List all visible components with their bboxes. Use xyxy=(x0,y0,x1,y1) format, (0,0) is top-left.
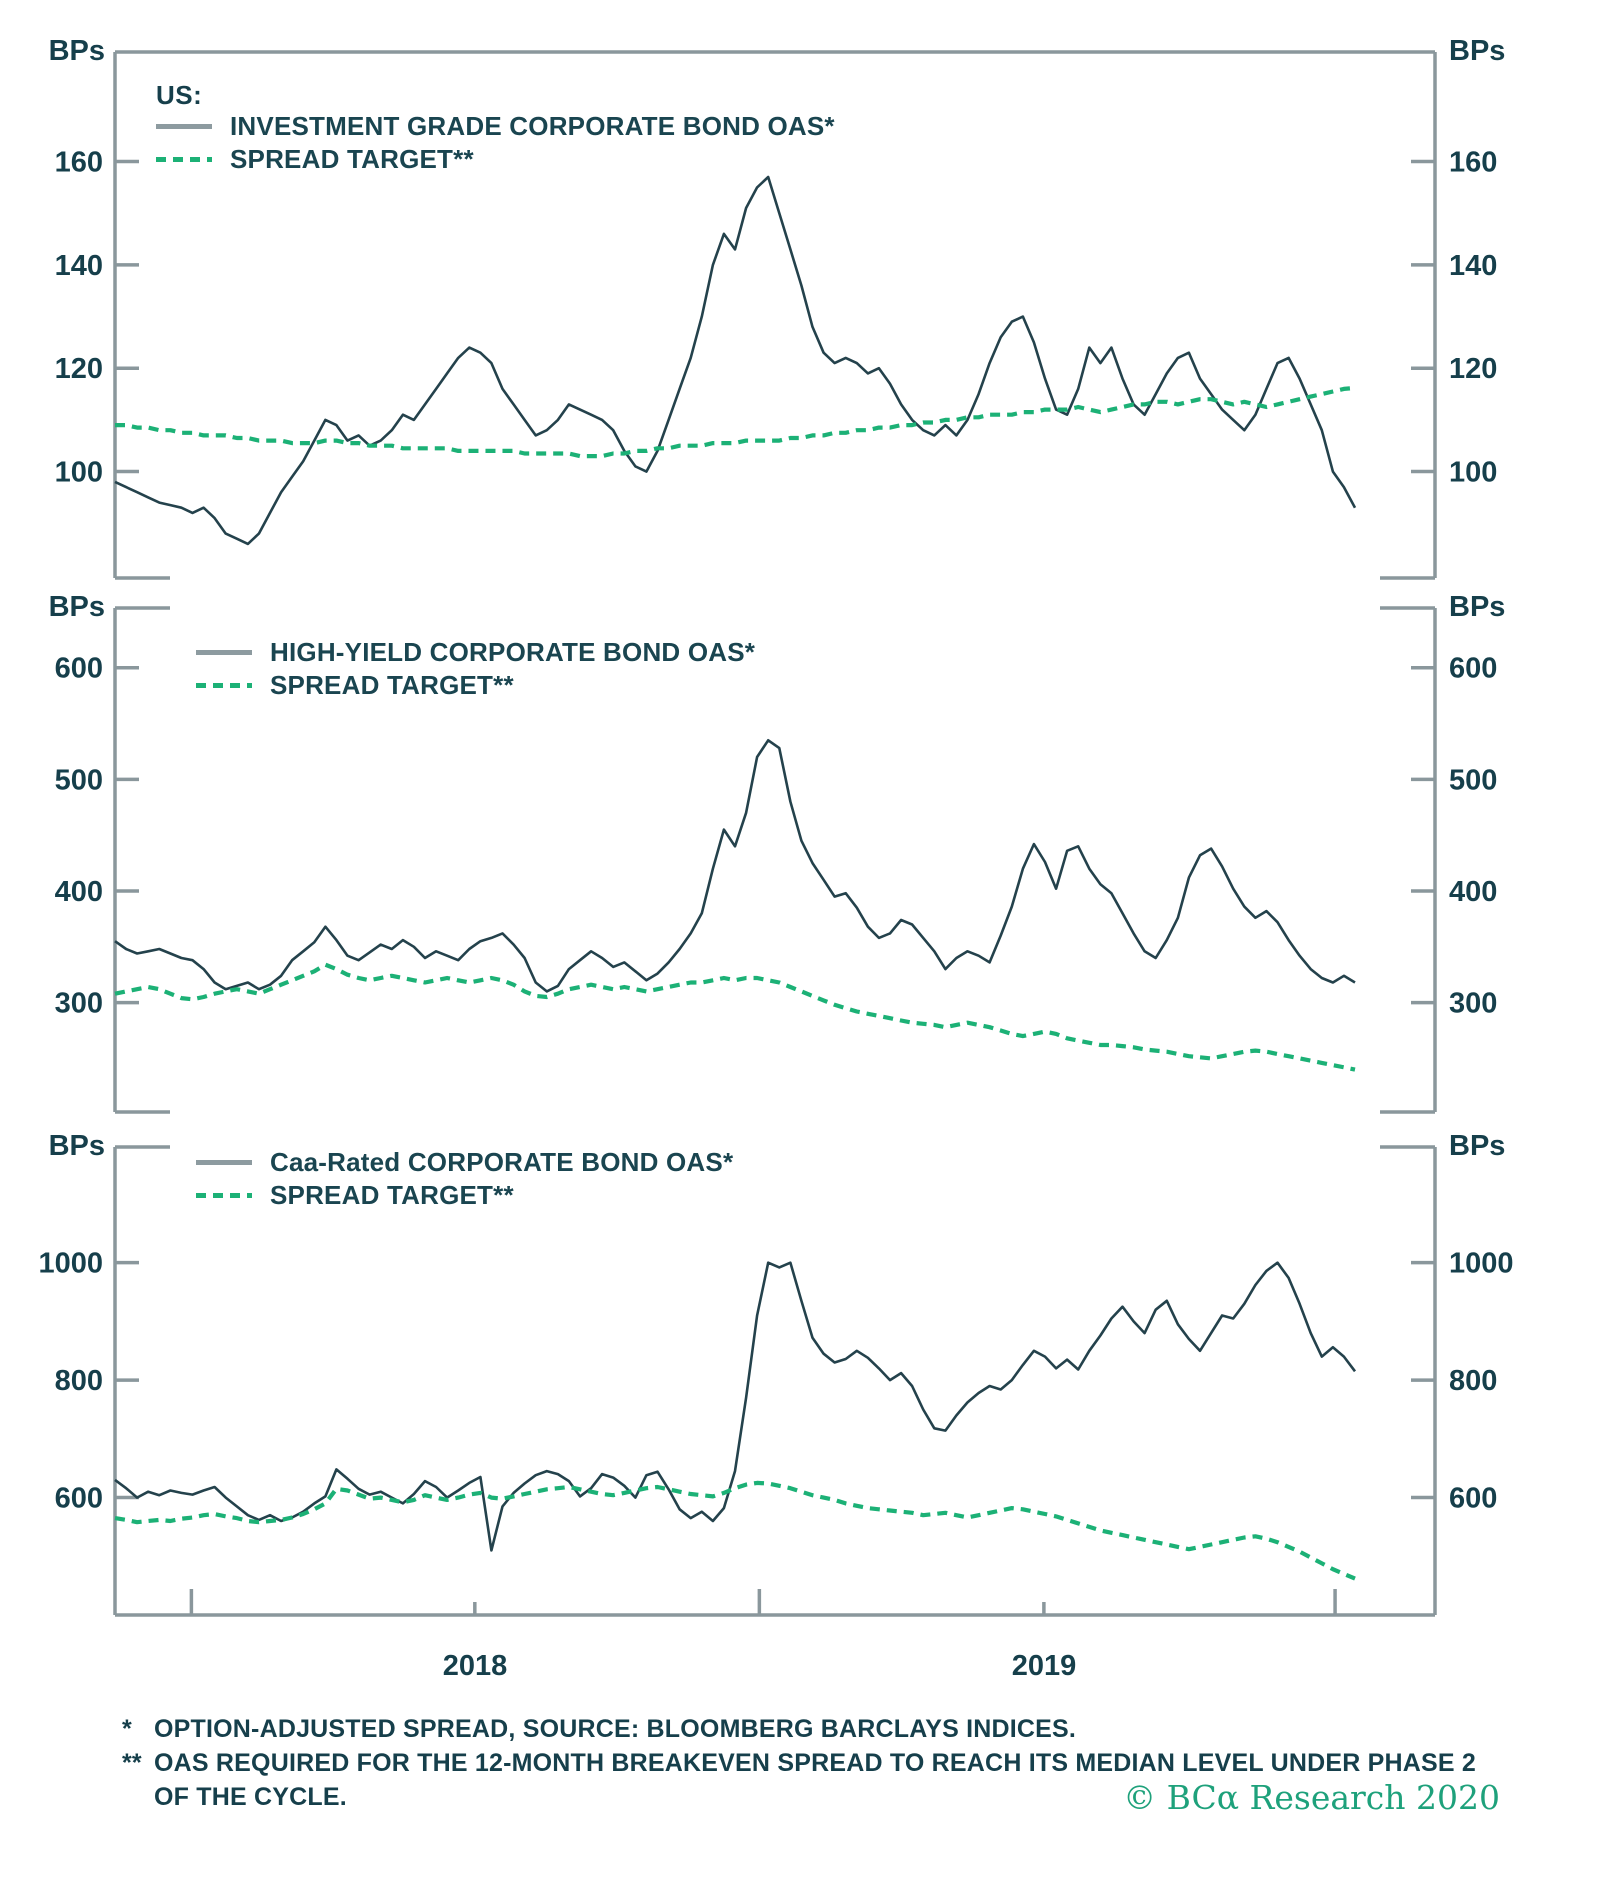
y-tick-label: 600 xyxy=(54,652,103,685)
footnote-1 xyxy=(122,1712,1552,1746)
footnote-2-marker: ** xyxy=(122,1749,142,1777)
legend-row-oas xyxy=(196,636,755,669)
dashed-line-swatch xyxy=(196,1193,252,1198)
y-tick-label: 140 xyxy=(1449,249,1498,282)
dashed-line-swatch xyxy=(156,157,212,162)
footnote-1-text: OPTION-ADJUSTED SPREAD, SOURCE: BLOOMBERG BARCLAYS INDICES. xyxy=(154,1715,1077,1743)
y-tick-label: 600 xyxy=(54,1482,103,1515)
x-axis-year-label-2018: 2018 xyxy=(442,1650,508,1682)
legend-row-target xyxy=(196,1179,733,1212)
y-tick-label: 1000 xyxy=(1449,1247,1514,1280)
legend-label-target: SPREAD TARGET** xyxy=(270,1180,514,1210)
y-tick-label: 300 xyxy=(54,987,103,1020)
footnote-2-line2: OF THE CYCLE. xyxy=(154,1783,347,1811)
y-tick-label: 120 xyxy=(1449,353,1498,386)
legend-label-target: SPREAD TARGET** xyxy=(270,670,514,700)
legend-row-oas xyxy=(156,110,835,143)
y-tick-label: 400 xyxy=(54,875,103,908)
y-axis-unit-left: BPs xyxy=(48,35,105,67)
y-tick-label: 160 xyxy=(54,146,103,179)
y-tick-label: 400 xyxy=(1449,875,1498,908)
spread-target-line xyxy=(115,1483,1355,1579)
legend-label-oas: Caa-Rated CORPORATE BOND OAS* xyxy=(270,1147,734,1177)
x-axis-year-label-2019: 2019 xyxy=(1011,1650,1077,1682)
y-tick-label: 500 xyxy=(1449,764,1498,797)
legend-caa-rated xyxy=(196,1146,733,1212)
y-tick-label: 100 xyxy=(54,456,103,489)
y-tick-label: 1000 xyxy=(38,1247,103,1280)
legend-investment-grade xyxy=(156,80,835,176)
footnote-2-line1: OAS REQUIRED FOR THE 12-MONTH BREAKEVEN SPREAD TO REACH ITS MEDIAN LEVEL UNDER PHASE 2 xyxy=(154,1749,1476,1777)
y-tick-label: 100 xyxy=(1449,456,1498,489)
y-tick-label: 600 xyxy=(1449,652,1498,685)
y-tick-label: 160 xyxy=(1449,146,1498,179)
oas-line xyxy=(115,1263,1355,1551)
legend-group-label: US: xyxy=(156,80,203,110)
oas-line xyxy=(115,740,1355,991)
y-tick-label: 300 xyxy=(1449,987,1498,1020)
legend-row-oas xyxy=(196,1146,733,1179)
y-tick-label: 800 xyxy=(1449,1365,1498,1398)
solid-line-swatch xyxy=(196,1160,252,1165)
legend-label-oas: INVESTMENT GRADE CORPORATE BOND OAS* xyxy=(230,111,835,141)
dashed-line-swatch xyxy=(196,683,252,688)
y-axis-unit-right: BPs xyxy=(1449,591,1506,623)
spread-target-line xyxy=(115,965,1355,1070)
y-tick-label: 120 xyxy=(54,353,103,386)
solid-line-swatch xyxy=(196,650,252,655)
y-axis-unit-right: BPs xyxy=(1449,35,1506,67)
legend-label-oas: HIGH-YIELD CORPORATE BOND OAS* xyxy=(270,637,756,667)
y-tick-label: 500 xyxy=(54,764,103,797)
y-tick-label: 600 xyxy=(1449,1482,1498,1515)
legend-row-target xyxy=(156,143,835,176)
y-axis-unit-left: BPs xyxy=(48,591,105,623)
footnote-1-marker: * xyxy=(122,1715,132,1743)
y-tick-label: 140 xyxy=(54,249,103,282)
oas-line xyxy=(115,177,1355,544)
legend-row-target xyxy=(196,669,755,702)
y-tick-label: 800 xyxy=(54,1365,103,1398)
y-axis-unit-left: BPs xyxy=(48,1130,105,1162)
spread-target-line xyxy=(115,388,1355,456)
y-axis-unit-right: BPs xyxy=(1449,1130,1506,1162)
legend-label-target: SPREAD TARGET** xyxy=(230,144,474,174)
solid-line-swatch xyxy=(156,124,212,129)
legend-high-yield xyxy=(196,636,755,702)
bca-research-logo: © BCα Research 2020 xyxy=(1123,1778,1500,1817)
